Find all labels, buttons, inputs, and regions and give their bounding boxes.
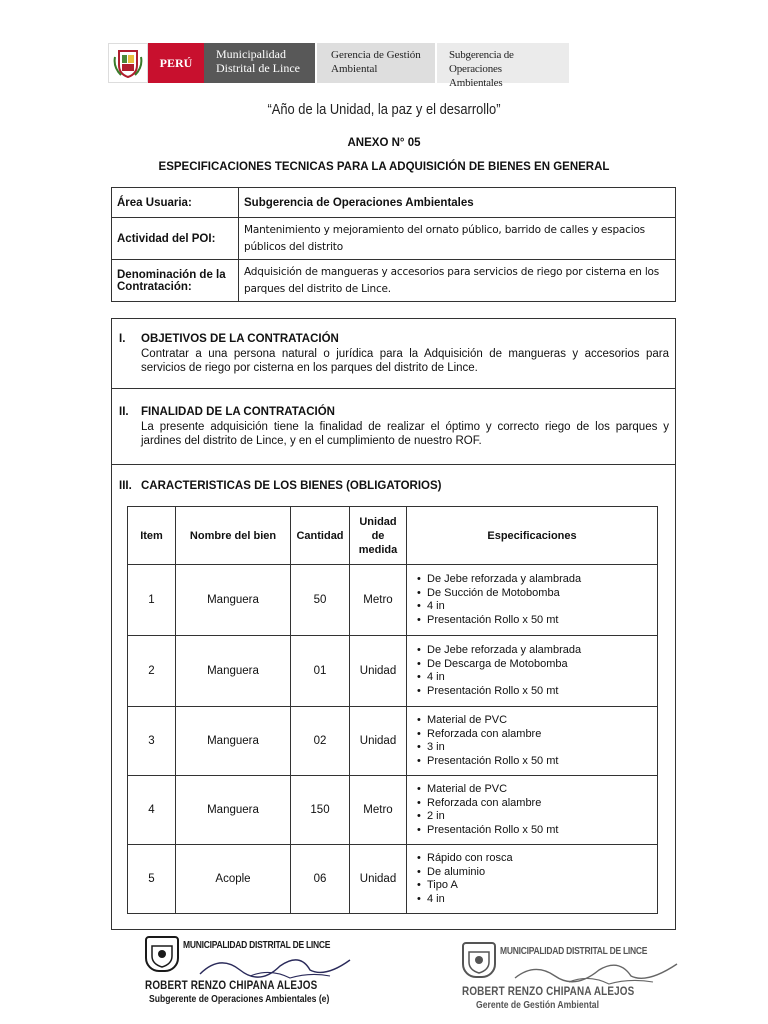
seal-icon xyxy=(462,942,496,978)
spec-item: • De Jebe reforzada y alambrada xyxy=(417,573,656,587)
section-body: La presente adquisición tiene la finalidad de realizar el óptimo y correcto riego de los parques y jardines del distrito de Lince, y en el cumplimiento de nuestro ROF. xyxy=(141,421,669,447)
stamp-name: ROBERT RENZO CHIPANA ALEJOS xyxy=(462,986,635,998)
stamp-org: MUNICIPALIDAD DISTRITAL DE LINCE xyxy=(183,940,331,951)
cell-item: 1 xyxy=(128,565,176,636)
section-heading: II. FINALIDAD DE LA CONTRATACIÓN xyxy=(119,406,335,418)
cell-item: 4 xyxy=(128,776,176,845)
spec-item: • Material de PVC xyxy=(417,783,656,797)
header-banner xyxy=(108,43,578,89)
section-objetivos xyxy=(112,319,675,389)
section-heading: I. OBJETIVOS DE LA CONTRATACIÓN xyxy=(119,333,339,345)
section-heading-caracteristicas: III. CARACTERISTICAS DE LOS BIENES (OBLIGATORIOS) xyxy=(119,480,442,492)
spec-item: • Reforzada con alambre xyxy=(417,728,656,742)
cell-spec xyxy=(407,565,658,636)
signature-stamp-gerente xyxy=(462,942,702,1024)
col-header-unit: Unidad de medida xyxy=(350,507,407,565)
contract-info-table xyxy=(111,187,676,302)
cell-spec xyxy=(407,845,658,914)
cell-item: 5 xyxy=(128,845,176,914)
cell-item: 3 xyxy=(128,707,176,776)
table-row xyxy=(128,565,658,636)
col-header-item: Item xyxy=(128,507,176,565)
info-value: Subgerencia de Operaciones Ambientales xyxy=(239,188,676,218)
subgerencia-label: Subgerencia de Operaciones Ambientales xyxy=(437,43,569,83)
spec-item: • 4 in xyxy=(417,671,656,685)
cell-qty: 01 xyxy=(291,636,350,707)
table-row xyxy=(128,776,658,845)
info-label: Denominación de la Contratación: xyxy=(112,260,239,302)
col-header-qty: Cantidad xyxy=(291,507,350,565)
seal-icon xyxy=(145,936,179,972)
cell-unit: Unidad xyxy=(350,707,407,776)
spec-item: • De Descarga de Motobomba xyxy=(417,658,656,672)
info-row-denominacion xyxy=(112,260,676,302)
spec-item: • De aluminio xyxy=(417,866,656,880)
cell-name: Acople xyxy=(176,845,291,914)
cell-unit: Unidad xyxy=(350,636,407,707)
spec-item: • 2 in xyxy=(417,810,656,824)
col-header-spec: Especificaciones xyxy=(407,507,658,565)
stamp-name: ROBERT RENZO CHIPANA ALEJOS xyxy=(145,980,318,992)
cell-item: 2 xyxy=(128,636,176,707)
cell-name: Manguera xyxy=(176,776,291,845)
table-row xyxy=(128,845,658,914)
cell-name: Manguera xyxy=(176,707,291,776)
spec-item: • Presentación Rollo x 50 mt xyxy=(417,614,656,628)
document-title: ESPECIFICACIONES TECNICAS PARA LA ADQUISICIÓN DE BIENES EN GENERAL xyxy=(158,161,610,173)
spec-item: • Presentación Rollo x 50 mt xyxy=(417,824,656,838)
col-header-name: Nombre del bien xyxy=(176,507,291,565)
cell-unit: Metro xyxy=(350,776,407,845)
info-label: Área Usuaria: xyxy=(112,188,239,218)
annex-number: ANEXO N° 05 xyxy=(347,137,421,149)
year-motto: “Año de la Unidad, la paz y el desarrollo” xyxy=(267,101,501,118)
cell-qty: 50 xyxy=(291,565,350,636)
country-label: PERÚ xyxy=(148,43,204,83)
spec-item: • 3 in xyxy=(417,741,656,755)
info-row-poi xyxy=(112,218,676,260)
stamp-role: Gerente de Gestión Ambiental xyxy=(476,1000,599,1011)
cell-qty: 150 xyxy=(291,776,350,845)
spec-item: • De Succión de Motobomba xyxy=(417,587,656,601)
table-row xyxy=(128,636,658,707)
handwritten-signature xyxy=(190,948,360,982)
info-label: Actividad del POI: xyxy=(112,218,239,260)
spec-item: • 4 in xyxy=(417,600,656,614)
cell-spec xyxy=(407,636,658,707)
cell-spec xyxy=(407,776,658,845)
cell-qty: 06 xyxy=(291,845,350,914)
cell-name: Manguera xyxy=(176,565,291,636)
items-table xyxy=(127,506,658,914)
spec-item: • Presentación Rollo x 50 mt xyxy=(417,685,656,699)
cell-name: Manguera xyxy=(176,636,291,707)
municipality-label: Municipalidad Distrital de Lince xyxy=(204,43,315,83)
spec-item: • Presentación Rollo x 50 mt xyxy=(417,755,656,769)
gerencia-label: Gerencia de Gestión Ambiental xyxy=(317,43,435,83)
stamp-org: MUNICIPALIDAD DISTRITAL DE LINCE xyxy=(500,946,648,957)
spec-item: • Tipo A xyxy=(417,879,656,893)
section-finalidad xyxy=(112,389,675,465)
table-row xyxy=(128,707,658,776)
section-body: Contratar a una persona natural o jurídica para la Adquisición de mangueras y accesorios para servicios de riego por cisterna en los parques del distrito de Lince. xyxy=(141,348,669,374)
cell-spec xyxy=(407,707,658,776)
spec-item: • De Jebe reforzada y alambrada xyxy=(417,644,656,658)
cell-unit: Metro xyxy=(350,565,407,636)
spec-item: • 4 in xyxy=(417,893,656,907)
cell-unit: Unidad xyxy=(350,845,407,914)
coat-of-arms-icon xyxy=(108,43,148,83)
cell-qty: 02 xyxy=(291,707,350,776)
info-value: Adquisición de mangueras y accesorios para servicios de riego por cisterna en los parques del distrito de Lince. xyxy=(239,260,676,302)
spec-item: • Reforzada con alambre xyxy=(417,797,656,811)
spec-item: • Material de PVC xyxy=(417,714,656,728)
stamp-role: Subgerente de Operaciones Ambientales (e) xyxy=(149,994,330,1005)
items-header-row xyxy=(128,507,658,565)
signature-stamp-subgerente xyxy=(145,936,375,1018)
info-value: Mantenimiento y mejoramiento del ornato público, barrido de calles y espacios públicos del distrito xyxy=(239,218,676,260)
spec-item: • Rápido con rosca xyxy=(417,852,656,866)
info-row-area xyxy=(112,188,676,218)
handwritten-signature xyxy=(507,954,687,988)
